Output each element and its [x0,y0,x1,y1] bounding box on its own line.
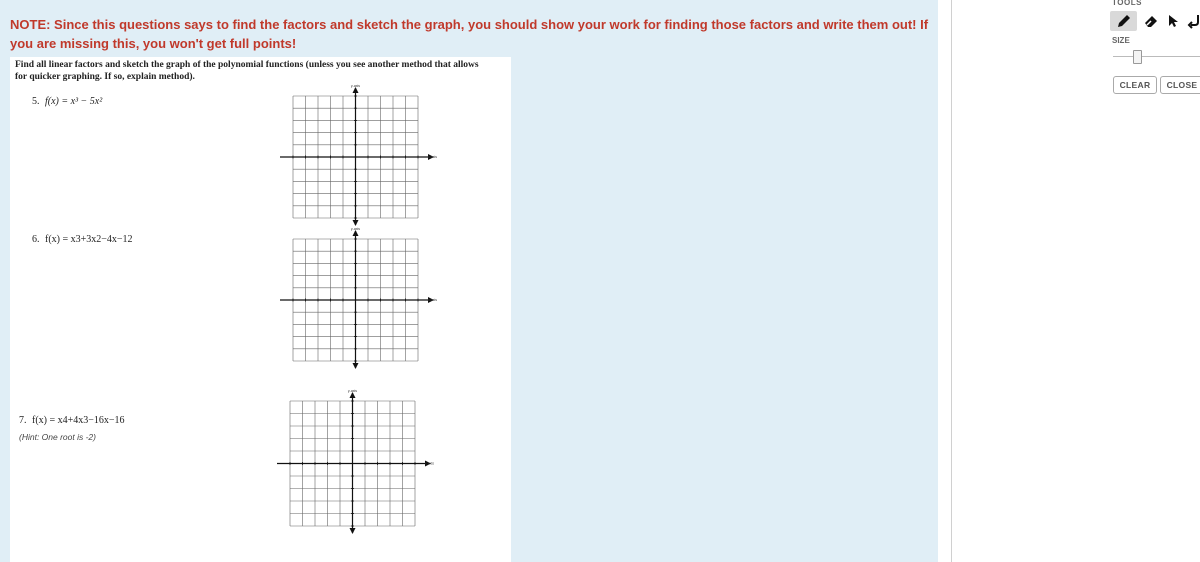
y-axis-label: y-axis [350,227,361,231]
size-slider-track [1113,56,1200,57]
x-axis-label: x-axis [427,155,437,159]
worksheet-image [10,57,511,562]
close-button[interactable]: CLOSE [1160,76,1200,94]
panel-divider [951,0,952,562]
size-slider-thumb[interactable] [1133,50,1142,64]
eraser-icon[interactable] [1141,11,1161,31]
tools-label: TOOLS [1112,0,1142,7]
tools-panel [1105,0,1200,562]
problem-7 [19,415,125,426]
undo-icon[interactable] [1184,11,1200,31]
problem-7-hint: (Hint: One root is -2) [19,432,96,442]
graph-grid-6 [278,227,438,369]
problem-6-number: 6. [32,234,40,245]
pencil-icon[interactable] [1110,11,1137,31]
problem-5-equation: f(x) = x³ − 5x² [45,96,103,107]
problem-7-number: 7. [19,415,27,426]
clear-button[interactable]: CLEAR [1113,76,1157,94]
note-text: NOTE: Since this questions says to find the factors and sketch the graph, you should show your work for finding those factors and write them out! If you are missing this, you won't get full points! [10,17,929,51]
problem-7-equation: f(x) = x4+4x3−16x−16 [32,415,125,426]
x-axis-label: x-axis [427,298,437,302]
size-slider[interactable] [1113,50,1200,64]
graph-grid-5 [278,84,438,226]
problem-6 [32,234,133,245]
graph-grid-7 [275,389,435,534]
y-axis-label: y-axis [350,84,361,88]
pointer-icon[interactable] [1163,11,1183,31]
problem-5-number: 5. [32,96,40,107]
problem-5 [32,96,102,107]
y-axis-label: y-axis [347,389,358,393]
problem-6-equation: f(x) = x3+3x2−4x−12 [45,234,133,245]
instructions-text: Find all linear factors and sketch the graph of the polynomial functions (unless you see another method that allows for quicker graphing. If so, explain method). [15,60,479,82]
size-label: SIZE [1112,36,1130,45]
x-axis-label: x-axis [424,461,434,466]
